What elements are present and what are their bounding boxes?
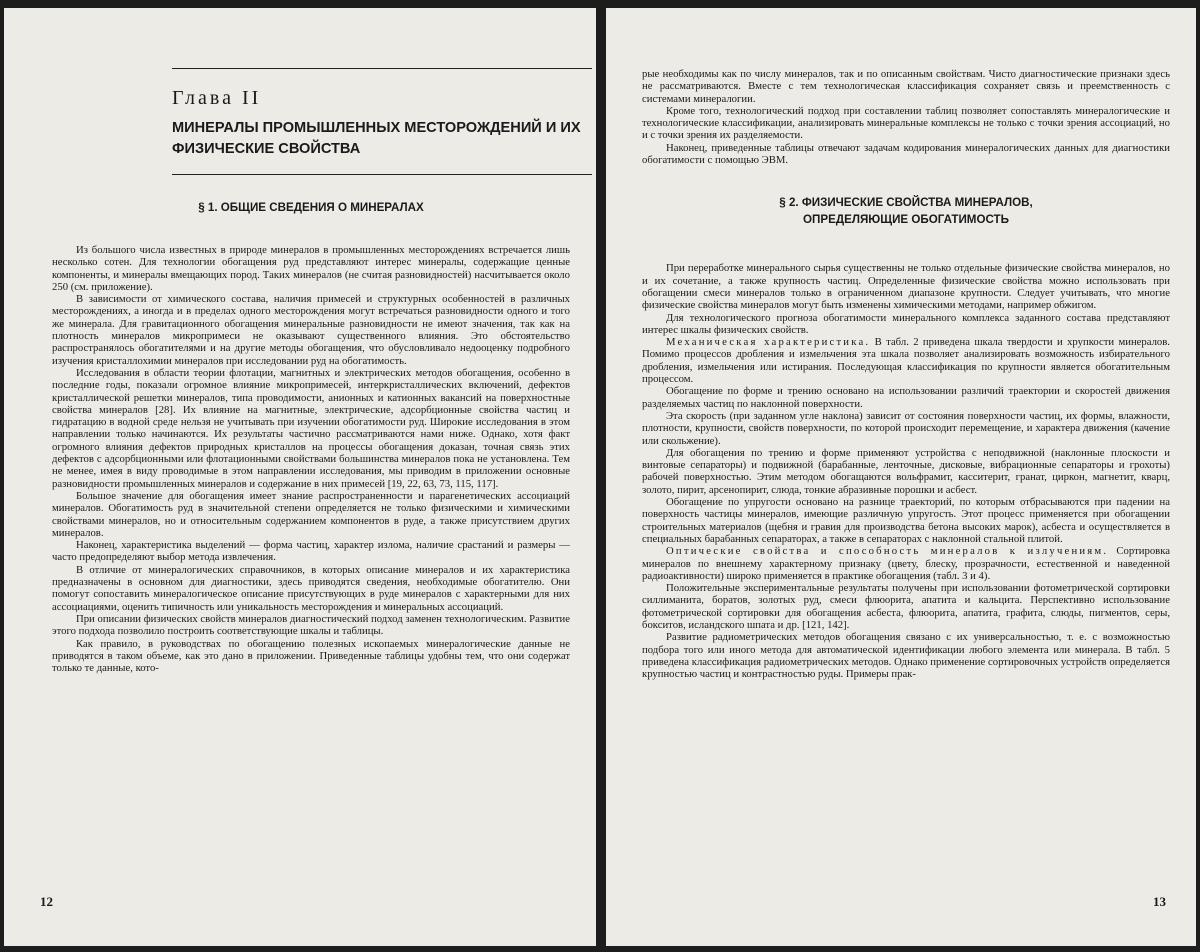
paragraph: Обогащение по упругости основано на разнице траекторий, по которым отбрасываются при падении на поверхность частицы минералов, имеющие различную упругость. Этот процесс применяется при обогащении строительных материалов (щебня и гравия для производства бетона высоких марок), асбеста и осуществляется в специальных барабанных сепараторах, а также в сепараторах с наклонной стальной плитой. [642,496,1170,545]
section-heading-2-line1: § 2. ФИЗИЧЕСКИЕ СВОЙСТВА МИНЕРАЛОВ, [779,196,1033,210]
paragraph: Обогащение по форме и трению основано на использовании различий траектории и скоростей движения разделяемых частиц по наклонной поверхности. [642,385,1170,410]
paragraph: Развитие радиометрических методов обогащения связано с их универсальностью, т. е. с возможностью подбора того или иного метода для автоматической идентификации любого элемента или минерала. В табл. 5 приведена классификация радиометрических методов. Однако применение сортировочных устройств определяется крупностью частиц и контрастностью руды. Примеры прак- [642,631,1170,681]
paragraph: Большое значение для обогащения имеет знание распространенности и парагенетических ассоциаций минералов. Обогатимость руд в значительной степени определяется не только физическими и химическими свойствами минералов, но и относительным содержанием компонентов в руде, а также присутствием других минералов. [52,489,570,539]
paragraph: Наконец, характеристика выделений — форма частиц, характер излома, наличие срастаний и размеры — часто предопределяют выбор метода извлечения. [52,539,570,564]
page-number-right: 13 [1153,894,1166,909]
chapter-rule-bottom [172,174,592,175]
optical-text: Сортировка минералов по внешнему характерному признаку (цвету, блеску, прозрачности, естественной и наведенной радиоактивности) широко применяется в практике обогащения (табл. 3 и 4). [642,545,1170,582]
paragraph: Для обогащения по трению и форме применяют устройства с неподвижной (наклонные плоскости и винтовые сепараторы) и подвижной (барабанные, ленточные, дисковые, вибрационные сепараторы и грохоты) рабочей поверхностью. Этим методом обогащаются вольфрамит, касситерит, гранат, циркон, магнетит, кварц, золото, пирит, арсенопирит, слюда, тонкие абразивные порошки и асбест. [642,446,1170,496]
mechanical-term: Механическая характеристика. [666,336,871,349]
optical-term: Оптические свойства и способность минералов к излучениям. [666,545,1109,558]
paragraph-optical [642,545,1170,582]
section-heading-2 [642,194,1170,228]
section-heading-1: § 1. ОБЩИЕ СВЕДЕНИЯ О МИНЕРАЛАХ [198,201,424,214]
paragraph: Наконец, приведенные таблицы отвечают задачам кодирования минералогических данных для диагностики обогатимости с помощью ЭВМ. [642,141,1170,167]
chapter-rule-top [172,68,592,69]
right-page [606,8,1196,946]
right-top-text [642,68,1170,166]
paragraph-mechanical [642,336,1170,385]
paragraph: Исследования в области теории флотации, магнитных и электрических методов обогащения, особенно в последние годы, показали огромное влияние микропримесей, интеркристаллических включений, дефектов кристаллической решетки минералов, типа проводимости, анионных и катионных вакансий на поверхностные свойства минералов [28]. Их влияние на магнитные, электрические, адсорбционные свойства частиц и гидратацию в водной среде нельзя не учитывать при изучении обогатимости руд. Широкие исследования в этом направлении только начинаются. Их результаты частично рассматриваются нами ниже. Однако, хотя факт огромного влияния дефектов природных кристаллов на процессы обогащения доказан, точная связь этих дефектов с адсорбционными или флотационными свойствами большинства минералов пока не установлена. Тем не менее, имея в виду проводимые в этом направлении исследования, мы приводим в приложении основные разновидности промышленных минералов и содержание в них примесей [19, 22, 63, 73, 115, 117]. [52,366,570,490]
paragraph: Для технологического прогноза обогатимости минерального комплекса заданного состава представляют интерес шкалы физических свойств. [642,311,1170,336]
paragraph: Эта скорость (при заданном угле наклона) зависит от состояния поверхности частиц, их формы, влажности, плотности, крупности, свойств поверхности, по которой происходит перемещение, и характера движения (качение или скольжение). [642,409,1170,447]
chapter-label: Глава II [172,87,262,109]
paragraph: рые необходимы как по числу минералов, так и по описанным свойствам. Чисто диагностические признаки здесь не рассматриваются. Вместе с тем технологическая классификация сохраняет связь и преемственность с системами минералогии. [642,68,1170,105]
paragraph: Кроме того, технологический подход при составлении таблиц позволяет сопоставлять минералогические и технологические классификации, анализировать минеральные комплексы не только с точки зрения ассоциаций, но и с точки зрения их разделяемости. [642,104,1170,142]
paragraph: При описании физических свойств минералов диагностический подход заменен технологическим. Развитие этого подхода позволило построить соответствующие шкалы и таблицы. [52,612,570,638]
page-number-left: 12 [40,894,53,909]
paragraph: При переработке минерального сырья существенны не только отдельные физические свойства минералов, но и их сочетание, а также крупность частиц. Определенные физические свойства можно использовать при обогащении смеси минералов только в ограниченном диапазоне крупности. Следует учитывать, что многие физические свойства минералов могут быть изменены химическими методами, например обжигом. [642,262,1170,312]
paragraph: В отличие от минералогических справочников, в которых описание минералов и их характеристика предназначены в основном для диагностики, здесь приводятся сведения, необходимые обогатителю. Они помогут сопоставить минералогическое описание присутствующих в руде минералов с характерными для них ассоциациями, оценить типичность или уникальность месторождения и минеральных ассоциаций. [52,563,570,613]
paragraph: Из большого числа известных в природе минералов в промышленных месторождениях встречается лишь несколько сотен. Для технологии обогащения руд представляют интерес минералы, содержащие ценные компоненты, и минералы вмещающих пород. Таких минералов (не считая разновидностей) насчитывается около 250 (см. приложение). [52,244,570,293]
right-body-text [642,262,1170,680]
left-body-text [52,244,570,674]
left-page [4,8,596,946]
chapter-title: МИНЕРАЛЫ ПРОМЫШЛЕННЫХ МЕСТОРОЖДЕНИЙ И ИХ ФИЗИЧЕСКИЕ СВОЙСТВА [172,120,581,157]
mechanical-text: В табл. 2 приведена шкала твердости и хрупкости минералов. Помимо процессов дробления и измельчения эта шкала позволяет анализировать возможность избирательного дробления, измельчения или истирания. Последующая классификация по крупности является обогатительным процессом. [642,336,1170,386]
paragraph: В зависимости от химического состава, наличия примесей и структурных особенностей в различных месторождениях, а иногда и в пределах одного месторождения могут встречаться разновидности одного и того же минерала. Для гравитационного обогащения минеральные разновидности не имеют значения, так как на плотность минералов микропримеси не оказывают существенного влияния. Это обстоятельство распространялось обогатителями и на другие методы обогащения, что обусловливало недооценку подробного изучения кристаллохимии минералов при исследовании руд на обогатимость. [52,293,570,367]
paragraph: Как правило, в руководствах по обогащению полезных ископаемых минералогические данные не приводятся в таком объеме, как это дано в приложении. Приведенные таблицы удобны тем, что они содержат только те данные, кото- [52,637,570,675]
section-heading-2-line2: ОПРЕДЕЛЯЮЩИЕ ОБОГАТИМОСТЬ [803,213,1009,227]
paragraph: Положительные экспериментальные результаты получены при использовании фотометрической сортировки силлиманита, боратов, золотых руд, смеси флюорита, апатита и кальцита. Перспективно использование фотометрической сортировки для обогащения асбеста, флюорита, апатита, графита, слюды, пигментов, серы, бокситов, исландского шпата и др. [121, 142]. [642,582,1170,631]
